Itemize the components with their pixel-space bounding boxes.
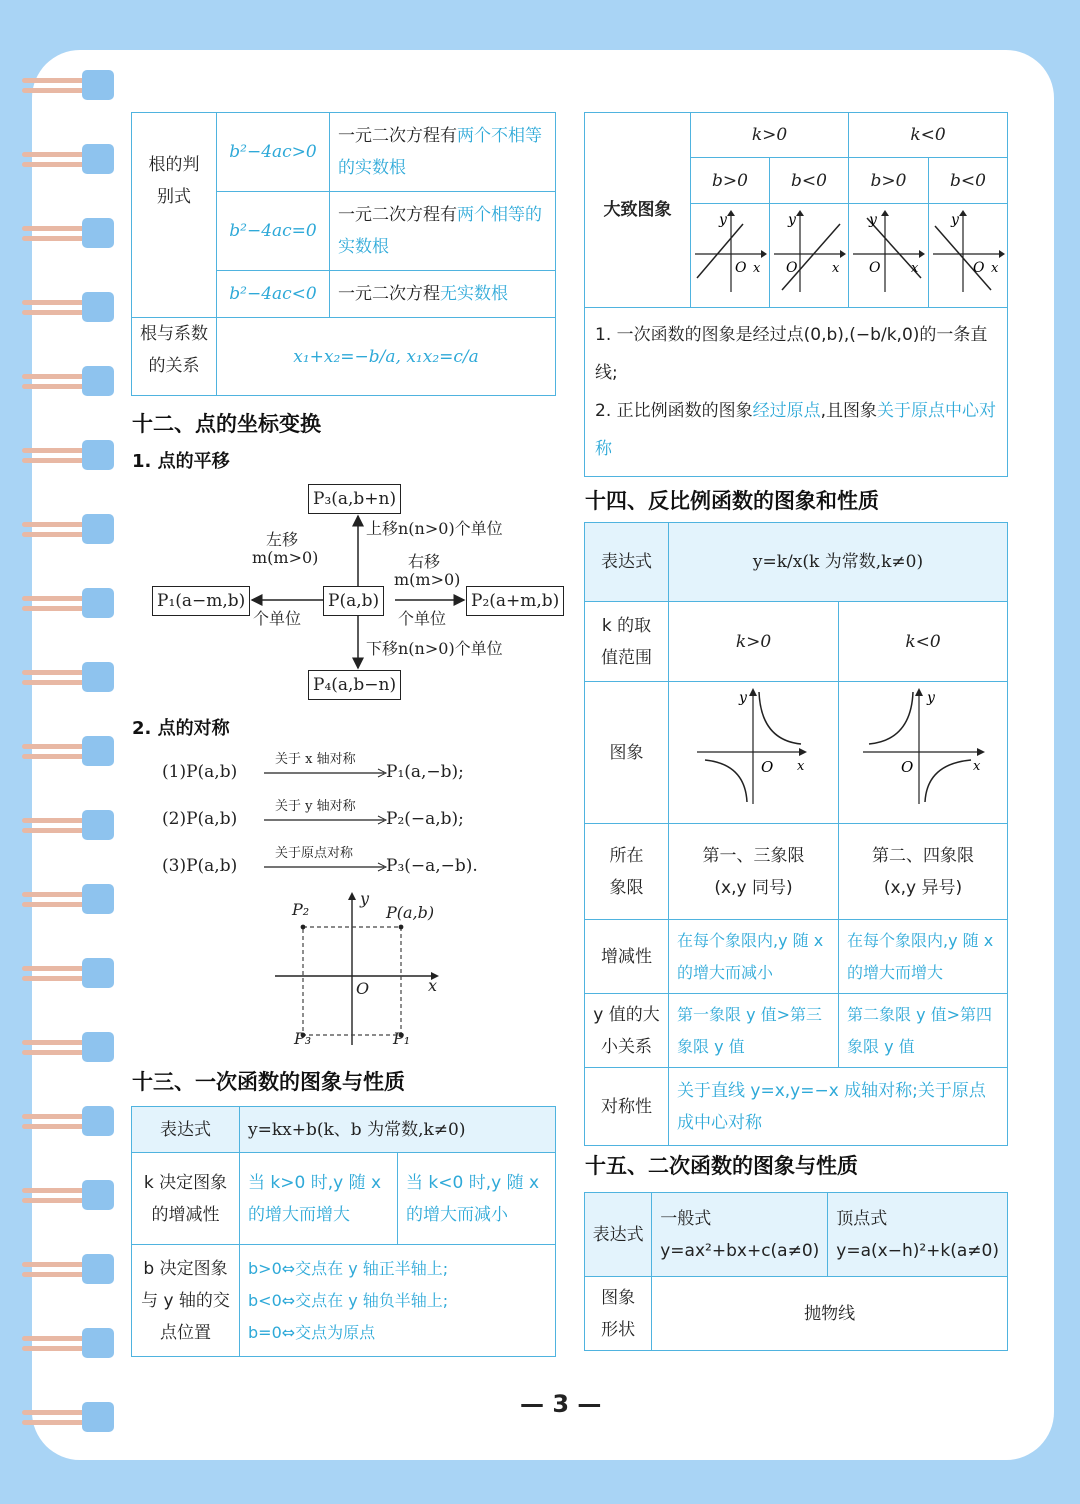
spiral-ring xyxy=(22,1032,114,1062)
left-label-1: 左移 xyxy=(266,530,299,549)
quadrant-k-positive: 第一、三象限 (x,y 同号) xyxy=(669,824,839,920)
svg-text:y: y xyxy=(788,212,796,228)
svg-text:O: O xyxy=(786,260,798,276)
sym3-post: P₃(−a,−b). xyxy=(386,856,478,876)
left-label-2: m(m>0) xyxy=(252,548,319,567)
quadratic-general-form: 一般式 y=ax²+bx+c(a≠0) xyxy=(652,1193,828,1277)
spiral-ring xyxy=(22,144,114,174)
k-negative-effect: 当 k<0 时,y 随 x 的增大而减小 xyxy=(398,1153,556,1245)
svg-text:y: y xyxy=(951,212,959,228)
section-12-title: 十二、点的坐标变换 xyxy=(132,412,321,436)
inverse-graph-k-negative xyxy=(839,682,1008,824)
vieta-formula: x₁+x₂=−b/a, x₁x₂=c/a xyxy=(217,318,556,396)
inverse-expr-label: 表达式 xyxy=(585,523,669,602)
vieta-label: 根与系数的关系 xyxy=(132,318,217,396)
svg-text:O: O xyxy=(761,758,774,776)
svg-text:y: y xyxy=(927,690,935,706)
inverse-graph-k-positive xyxy=(669,682,839,824)
graph-k-pos-b-pos xyxy=(691,204,770,308)
inverse-function-table xyxy=(584,522,1008,1146)
svg-text:x: x xyxy=(973,759,981,774)
result-no-root: 一元二次方程无实数根 xyxy=(330,271,556,318)
svg-text:x: x xyxy=(991,261,999,276)
sym1-over: 关于 x 轴对称 xyxy=(275,752,356,767)
section-13-title: 十三、一次函数的图象与性质 xyxy=(132,1070,405,1094)
graph-k-neg-b-neg xyxy=(929,204,1008,308)
graph-k-neg-b-pos xyxy=(849,204,929,308)
spiral-ring xyxy=(22,588,114,618)
inverse-k-negative: k<0 xyxy=(839,602,1008,682)
monotonic-label: 增减性 xyxy=(585,920,669,994)
spiral-ring xyxy=(22,1106,114,1136)
right-label-2: m(m>0) xyxy=(394,570,461,589)
spiral-ring xyxy=(22,1254,114,1284)
k-range-label: k 的取值范围 xyxy=(585,602,669,682)
page-number: — 3 — xyxy=(520,1390,602,1418)
symmetry-subtitle: 2. 点的对称 xyxy=(132,718,230,739)
b-negative-1: b<0 xyxy=(770,158,849,204)
k-positive-header: k>0 xyxy=(691,113,849,158)
symmetry-label: 对称性 xyxy=(585,1068,669,1146)
symmetry-arrows xyxy=(262,760,392,880)
y-compare-k-negative: 第二象限 y 值>第四象限 y 值 xyxy=(839,994,1008,1068)
svg-text:x: x xyxy=(911,261,919,276)
linear-graphs-table xyxy=(584,112,1008,477)
spiral-ring xyxy=(22,292,114,322)
fig-label-o: O xyxy=(356,979,370,998)
quadrant-label: 所在象限 xyxy=(585,824,669,920)
sym3-pre: (3)P(a,b) xyxy=(162,856,238,876)
right-label-1: 右移 xyxy=(408,552,441,571)
spiral-ring xyxy=(22,70,114,100)
up-label: 上移n(n>0)个单位 xyxy=(366,519,503,538)
sym2-post: P₂(−a,b); xyxy=(386,809,464,829)
y-compare-label: y 值的大小关系 xyxy=(585,994,669,1068)
sym2-pre: (2)P(a,b) xyxy=(162,809,238,829)
point-p3-box: P₃(a,b+n) xyxy=(308,484,401,514)
spiral-ring xyxy=(22,958,114,988)
fig-label-p1: P₁ xyxy=(393,1029,411,1048)
b-positive-1: b>0 xyxy=(691,158,770,204)
svg-text:O: O xyxy=(901,758,914,776)
linear-function-table xyxy=(131,1106,556,1357)
spiral-ring xyxy=(22,1180,114,1210)
result-two-equal: 一元二次方程有两个相等的实数根 xyxy=(330,192,556,271)
fig-label-x: x xyxy=(428,976,438,995)
right-label-3: 个单位 xyxy=(398,609,447,628)
roots-table xyxy=(131,112,556,396)
fig-label-p2: P₂ xyxy=(292,900,310,919)
spiral-ring xyxy=(22,514,114,544)
monotonic-k-positive: 在每个象限内,y 随 x 的增大而减小 xyxy=(669,920,839,994)
b-effect-label: b 决定图象与 y 轴的交点位置 xyxy=(132,1245,240,1357)
sym2-over: 关于 y 轴对称 xyxy=(275,799,356,814)
svg-text:O: O xyxy=(973,260,985,276)
b-positive-2: b>0 xyxy=(849,158,929,204)
cond-zero: b²−4ac=0 xyxy=(217,192,330,271)
discriminant-label: 根的判别式 xyxy=(132,113,217,318)
svg-text:y: y xyxy=(869,212,877,228)
linear-notes: 1. 一次函数的图象是经过点(0,b),(−b/k,0)的一条直线; 2. 正比例函数的图象经过原点,且图象关于原点中心对称 xyxy=(585,308,1008,477)
sym3-over: 关于原点对称 xyxy=(275,846,354,861)
svg-text:x: x xyxy=(753,261,761,276)
section-14-title: 十四、反比例函数的图象和性质 xyxy=(585,489,879,513)
left-label-3: 个单位 xyxy=(253,609,302,628)
b-effect-values: b>0⇔交点在 y 轴正半轴上; b<0⇔交点在 y 轴负半轴上; b=0⇔交点为原点 xyxy=(240,1245,556,1357)
spiral-ring xyxy=(22,218,114,248)
fig-label-y: y xyxy=(360,889,370,908)
spiral-ring xyxy=(22,810,114,840)
graph-k-pos-b-neg xyxy=(770,204,849,308)
quadratic-function-table xyxy=(584,1192,1008,1351)
point-p4-box: P₄(a,b−n) xyxy=(308,670,401,700)
inverse-k-positive: k>0 xyxy=(669,602,839,682)
b-negative-2: b<0 xyxy=(929,158,1008,204)
point-p1-box: P₁(a−m,b) xyxy=(152,586,250,616)
symmetry-value: 关于直线 y=x,y=−x 成轴对称;关于原点成中心对称 xyxy=(669,1068,1008,1146)
result-two-distinct: 一元二次方程有两个不相等的实数根 xyxy=(330,113,556,192)
cond-negative: b²−4ac<0 xyxy=(217,271,330,318)
quadratic-expr-label: 表达式 xyxy=(585,1193,652,1277)
point-p-box: P(a,b) xyxy=(323,586,384,616)
svg-text:O: O xyxy=(869,260,881,276)
svg-text:y: y xyxy=(719,212,727,228)
sym1-post: P₁(a,−b); xyxy=(386,762,464,782)
translation-subtitle: 1. 点的平移 xyxy=(132,451,230,472)
spiral-ring xyxy=(22,440,114,470)
spiral-ring xyxy=(22,662,114,692)
quadratic-shape-value: 抛物线 xyxy=(652,1277,1008,1351)
y-compare-k-positive: 第一象限 y 值>第三象限 y 值 xyxy=(669,994,839,1068)
svg-text:x: x xyxy=(832,261,840,276)
section-15-title: 十五、二次函数的图象与性质 xyxy=(585,1154,858,1178)
spiral-ring xyxy=(22,884,114,914)
down-label: 下移n(n>0)个单位 xyxy=(366,639,503,658)
quadrant-k-negative: 第二、四象限 (x,y 异号) xyxy=(839,824,1008,920)
fig-label-p3: P₃ xyxy=(294,1029,312,1048)
spiral-ring xyxy=(22,736,114,766)
quadratic-vertex-form: 顶点式 y=a(x−h)²+k(a≠0) xyxy=(828,1193,1008,1277)
spiral-ring xyxy=(22,1402,114,1432)
inverse-expr-value: y=k/x(k 为常数,k≠0) xyxy=(669,523,1008,602)
fig-label-p: P(a,b) xyxy=(386,903,435,922)
cond-positive: b²−4ac>0 xyxy=(217,113,330,192)
svg-text:O: O xyxy=(735,260,747,276)
k-effect-label: k 决定图象的增减性 xyxy=(132,1153,240,1245)
graph-label: 大致图象 xyxy=(585,113,691,308)
k-negative-header: k<0 xyxy=(849,113,1008,158)
point-p2-box: P₂(a+m,b) xyxy=(466,586,564,616)
spiral-ring xyxy=(22,366,114,396)
monotonic-k-negative: 在每个象限内,y 随 x 的增大而增大 xyxy=(839,920,1008,994)
k-positive-effect: 当 k>0 时,y 随 x 的增大而增大 xyxy=(240,1153,398,1245)
spiral-ring xyxy=(22,1328,114,1358)
svg-text:y: y xyxy=(739,690,747,706)
quadratic-shape-label: 图象形状 xyxy=(585,1277,652,1351)
svg-text:x: x xyxy=(797,759,805,774)
inverse-graph-label: 图象 xyxy=(585,682,669,824)
linear-expr-value: y=kx+b(k、b 为常数,k≠0) xyxy=(240,1107,556,1153)
sym1-pre: (1)P(a,b) xyxy=(162,762,238,782)
linear-expr-label: 表达式 xyxy=(132,1107,240,1153)
